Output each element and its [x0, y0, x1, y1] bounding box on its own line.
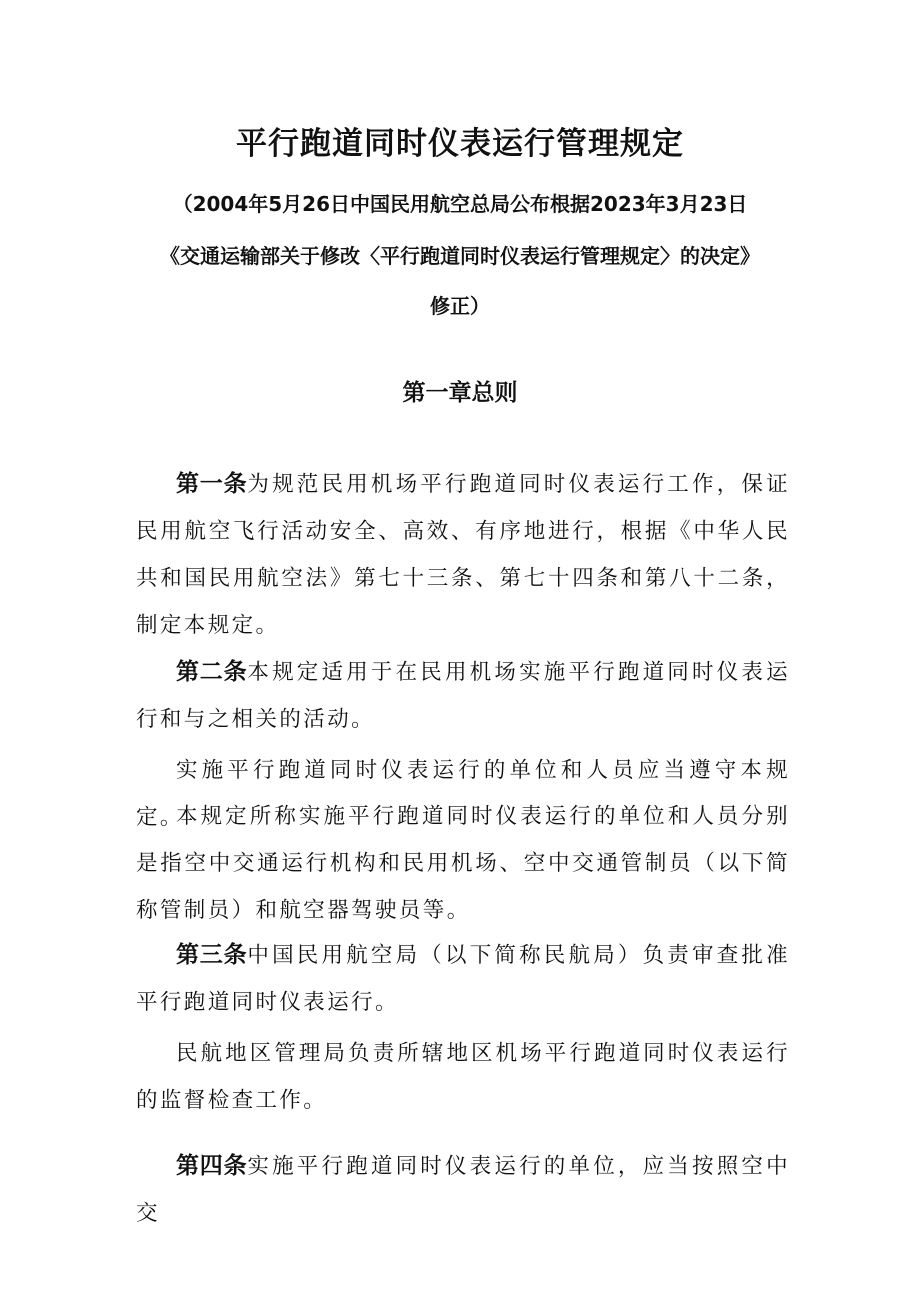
article-number: 第二条	[176, 659, 248, 685]
paragraph	[136, 1030, 790, 1124]
article-text: 本规定适用于在民用机场实施平行跑道同时仪表运行和与之相关的活动。	[136, 660, 790, 732]
subtitle-line-3: 修正）	[430, 294, 490, 318]
document-title: 平行跑道同时仪表运行管理规定	[236, 126, 684, 162]
article-1	[136, 461, 790, 649]
paragraph-text: 实施平行跑道同时仪表运行的单位和人员应当遵守本规定。	[136, 758, 790, 830]
article-text: 中国民用航空局（以下简称民航局）负责审查批准平行跑道同时仪表运行。	[136, 943, 790, 1015]
article-4	[136, 1143, 790, 1237]
paragraph-text: 民航地区管理局负责所辖地区机场平行跑道同时仪表运行的监督检查工作。	[136, 1041, 790, 1113]
paragraph	[136, 793, 790, 934]
article-number: 第一条	[176, 471, 248, 497]
chapter-heading: 第一章总则	[402, 380, 518, 406]
paragraph-text: 本规定所称实施平行跑道同时仪表运行的单位和人员分别是指空中交通运行机构和民用机场、空中交通管制员（以下简称管制员）和航空器驾驶员等。	[136, 804, 790, 923]
article-number: 第三条	[176, 942, 248, 968]
subtitle-line-1: （2004年5月26日中国民用航空总局公布根据2023年3月23日	[172, 192, 748, 216]
article-2	[136, 649, 790, 743]
article-text: 实施平行跑道同时仪表运行的单位，应当按照空中交	[136, 1154, 790, 1226]
article-number: 第四条	[176, 1153, 248, 1179]
article-text: 为规范民用机场平行跑道同时仪表运行工作，保证民用航空飞行活动安全、高效、有序地进行，根据《中华人民共和国民用航空法》第七十三条、第七十四条和第八十二条，制定本规定。	[136, 472, 790, 638]
subtitle-line-2: 《交通运输部关于修改〈平行跑道同时仪表运行管理规定〉的决定》	[160, 244, 760, 268]
article-3	[136, 932, 790, 1026]
